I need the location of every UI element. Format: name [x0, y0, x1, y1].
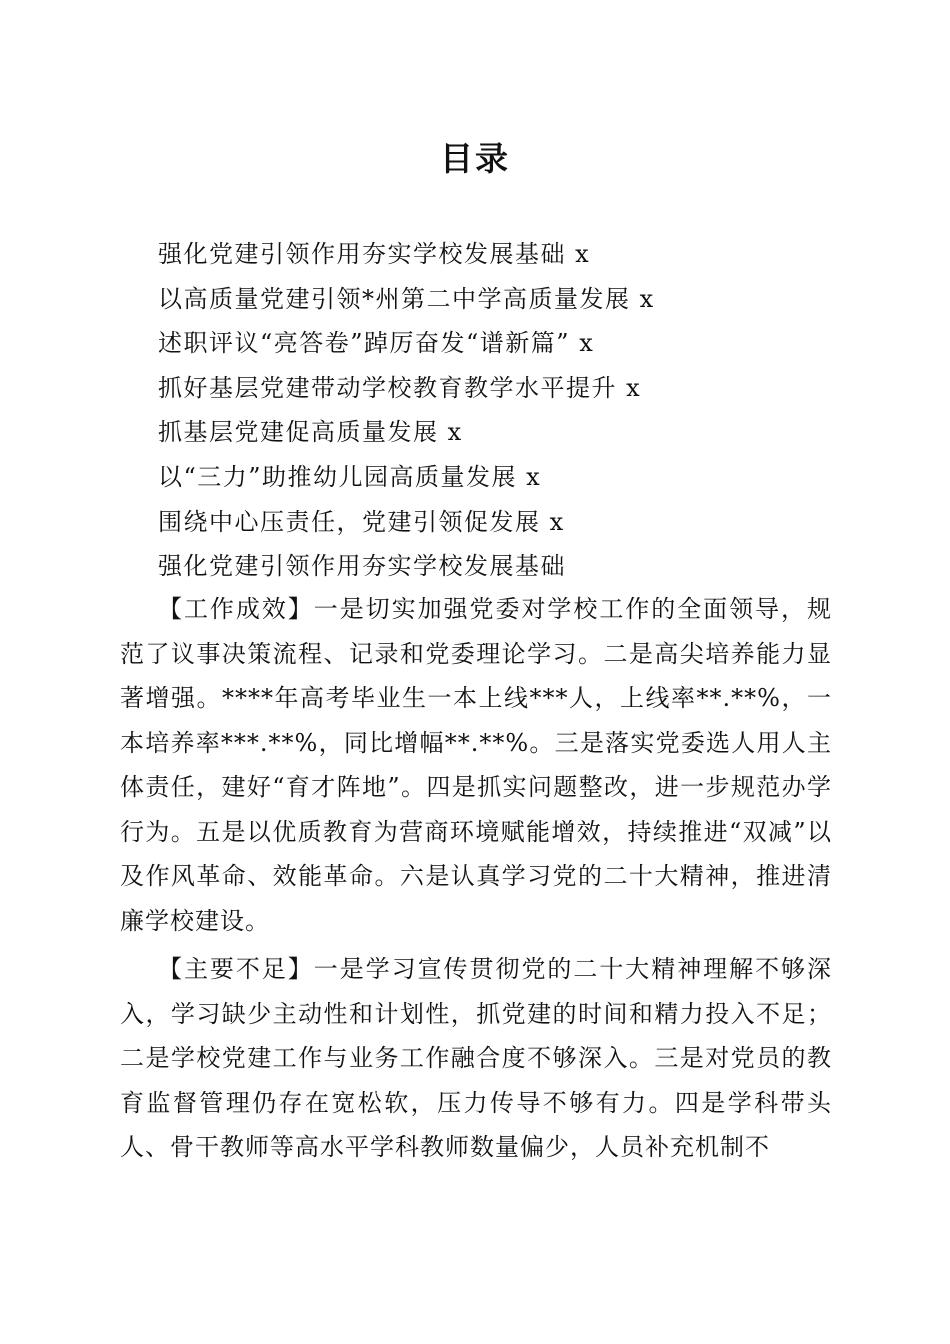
toc-item[interactable]: 围绕中心压责任，党建引领促发展 x [158, 507, 565, 536]
section-heading: 强化党建引领作用夯实学校发展基础 [158, 552, 566, 580]
table-of-contents [158, 232, 858, 544]
toc-item[interactable]: 以“三力”助推幼儿园高质量发展 x [158, 462, 542, 491]
page-title: 目录 [440, 139, 510, 178]
toc-item[interactable]: 以高质量党建引领*州第二中学高质量发展 x [158, 284, 655, 313]
toc-item[interactable]: 抓好基层党建带动学校教育教学水平提升 x [158, 373, 642, 402]
paragraph-main-shortcomings: 【主要不足】一是学习宣传贯彻党的二十大精神理解不够深入，学习缺少主动性和计划性，抓党建的时间和精力投入不足；二是学校党建工作与业务工作融合度不够深入。三是对党员的教育监督管理仍存在宽松软，压力传导不够有力。四是学科带头人、骨干教师等高水平学科教师数量偏少，人员补充机制不 [120, 955, 832, 1161]
toc-item[interactable]: 强化党建引领作用夯实学校发展基础 x [158, 240, 591, 268]
paragraph-work-results: 【工作成效】一是切实加强党委对学校工作的全面领导，规范了议事决策流程、记录和党委理论学习。二是高尖培养能力显著增强。****年高考毕业生一本上线***人，上线率**.**%，一本培养率***.**%，同比增幅**.**%。三是落实党委选人用人主体责任，建好“育才阵地”。四是抓实问题整改，进一步规范办学行为。五是以优质教育为营商环境赋能增效，持续推进“双减”以及作风革命、效能革命。六是认真学习党的二十大精神，推进清廉学校建设。 [120, 595, 832, 935]
toc-item[interactable]: 抓基层党建促高质量发展 x [158, 418, 463, 447]
toc-item[interactable]: 述职评议“亮答卷”踔厉奋发“谱新篇” x [158, 329, 595, 358]
